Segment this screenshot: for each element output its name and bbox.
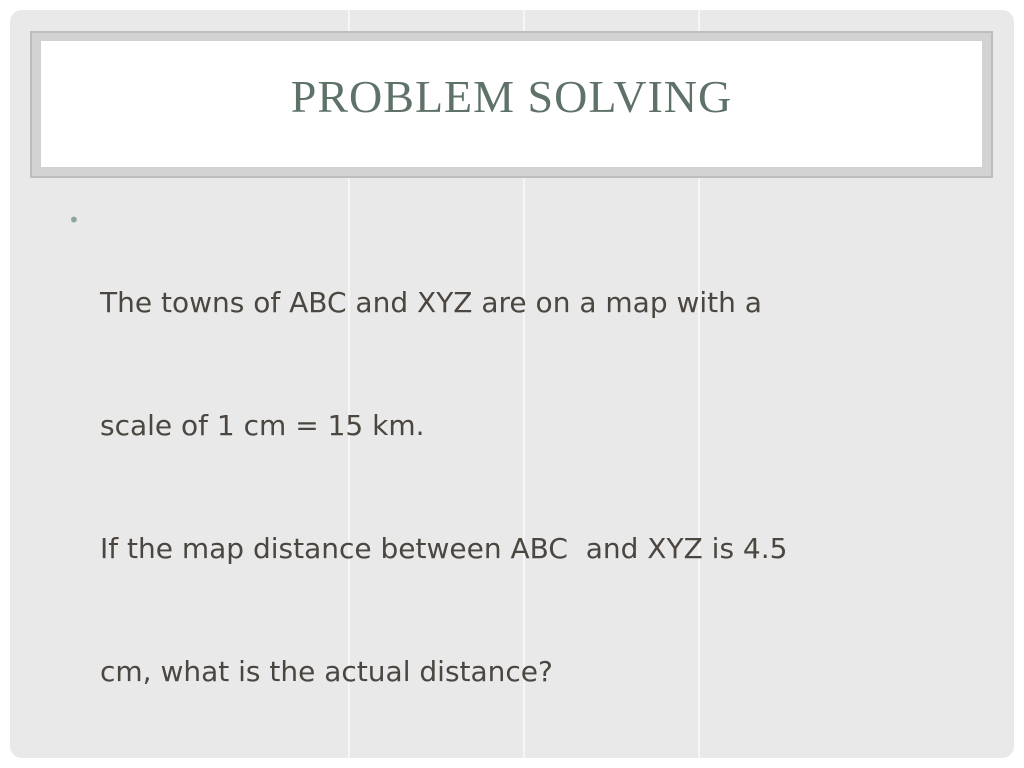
bullet-item bbox=[68, 200, 918, 758]
title-box bbox=[41, 41, 982, 167]
title-frame bbox=[30, 31, 993, 178]
slide bbox=[10, 10, 1014, 758]
bullet-line: The towns of ABC and XYZ are on a map with a bbox=[100, 286, 762, 319]
bullet-line: If the map distance between ABC and XYZ is 4.5 bbox=[100, 532, 788, 565]
bullet-line: scale of 1 cm = 15 km. bbox=[100, 409, 425, 442]
slide-content bbox=[68, 200, 918, 758]
bullet-dot-icon: • bbox=[68, 208, 80, 232]
bullet-text bbox=[100, 200, 910, 758]
bullet-line: cm, what is the actual distance? bbox=[100, 655, 553, 688]
slide-title: PROBLEM SOLVING bbox=[290, 70, 733, 122]
